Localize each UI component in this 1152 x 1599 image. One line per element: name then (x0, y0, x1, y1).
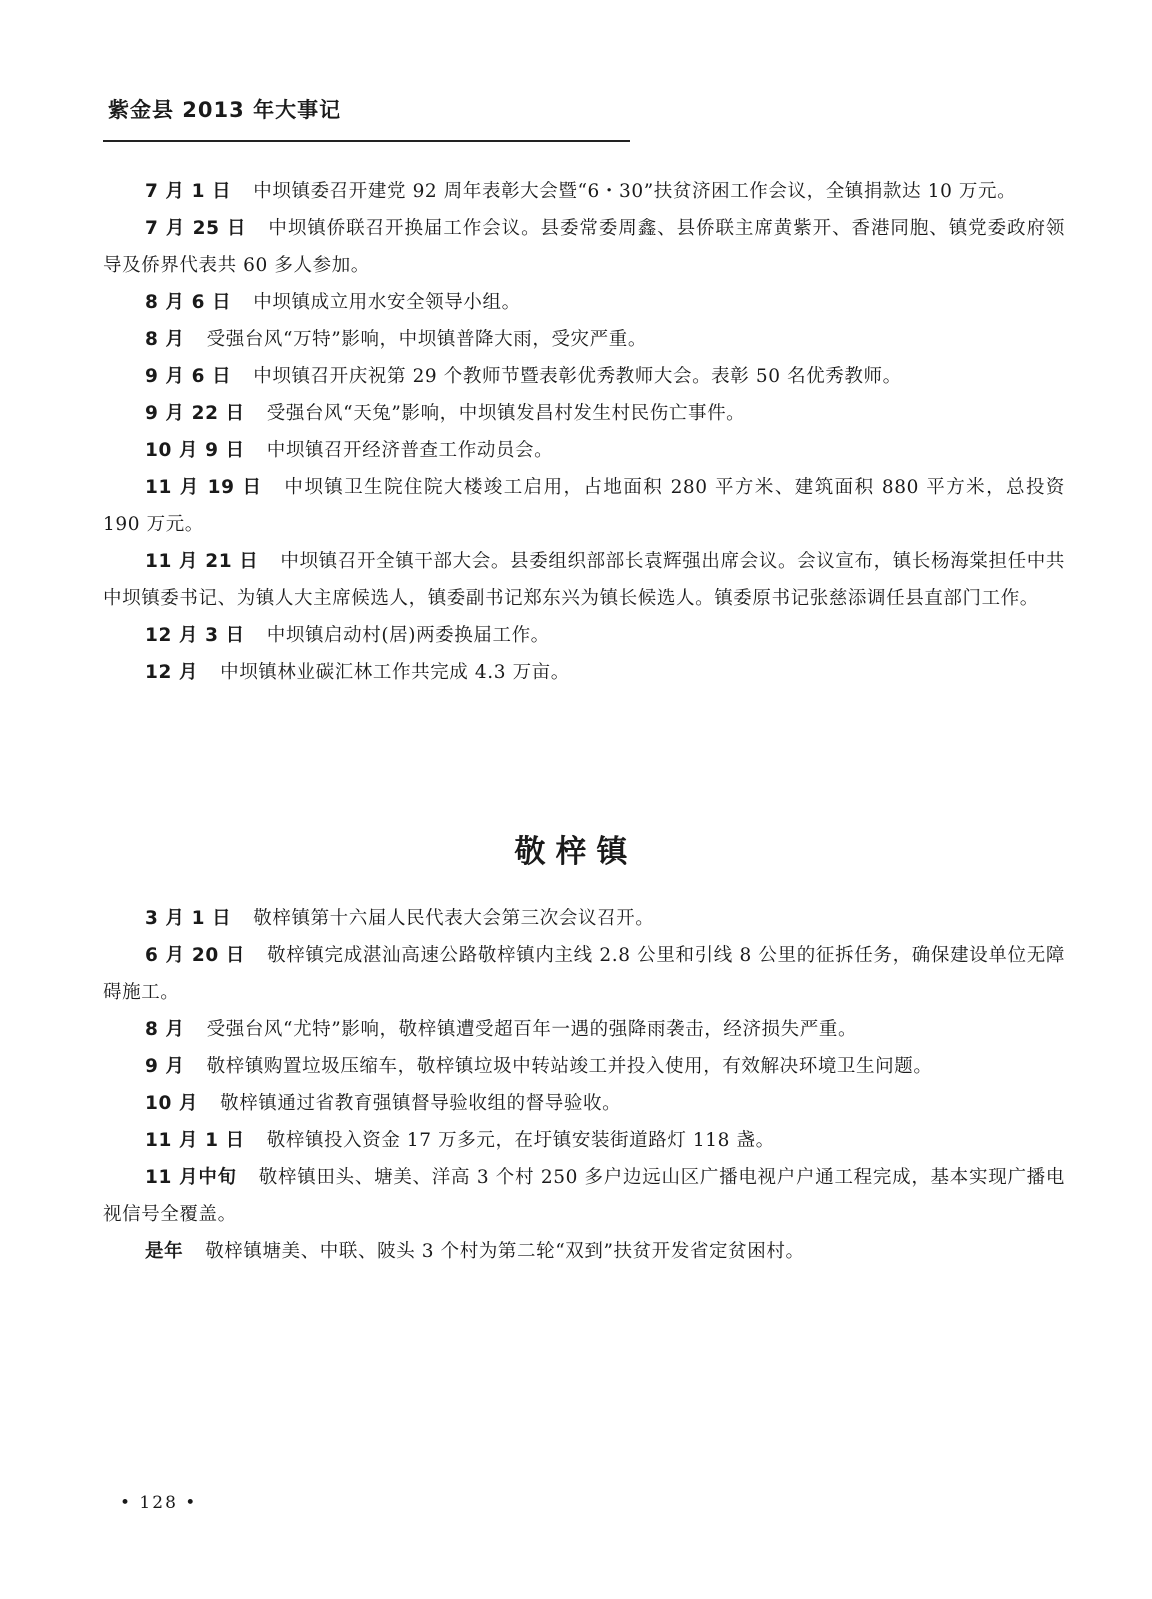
event-entry (103, 937, 1065, 1011)
event-date: 7 月 25 日 (145, 218, 247, 239)
event-entry (103, 210, 1065, 284)
event-entry (103, 1122, 1065, 1159)
page-number: • 128 • (120, 1493, 198, 1513)
event-date: 11 月 21 日 (145, 551, 259, 572)
event-entry (103, 654, 1065, 691)
event-date: 是年 (145, 1241, 184, 1262)
event-date: 9 月 22 日 (145, 403, 245, 424)
event-description: 敬梓镇完成湛汕高速公路敬梓镇内主线 2.8 公里和引线 8 公里的征拆任务，确保建设单位无障碍施工。 (103, 945, 1065, 1003)
event-date: 12 月 3 日 (145, 625, 245, 646)
event-description: 中坝镇卫生院住院大楼竣工启用，占地面积 280 平方米、建筑面积 880 平方米，总投资 190 万元。 (103, 477, 1065, 535)
event-description: 中坝镇启动村(居)两委换届工作。 (266, 625, 550, 646)
event-entry (103, 432, 1065, 469)
event-entry (103, 1048, 1065, 1085)
event-entry (103, 469, 1065, 543)
event-entry (103, 1011, 1065, 1048)
event-description: 受强台风“尤特”影响，敬梓镇遭受超百年一遇的强降雨袭击，经济损失严重。 (206, 1019, 858, 1040)
event-date: 11 月 1 日 (145, 1130, 245, 1151)
event-date: 8 月 6 日 (145, 292, 232, 313)
event-entry (103, 1159, 1065, 1233)
event-date: 3 月 1 日 (145, 908, 232, 929)
event-date: 9 月 (145, 1056, 185, 1077)
event-date: 10 月 (145, 1093, 199, 1114)
event-entry (103, 1233, 1065, 1270)
event-description: 中坝镇林业碳汇林工作共完成 4.3 万亩。 (220, 662, 570, 683)
event-date: 8 月 (145, 329, 185, 350)
event-date: 9 月 6 日 (145, 366, 232, 387)
event-entry (103, 173, 1065, 210)
event-date: 10 月 9 日 (145, 440, 245, 461)
event-description: 敬梓镇通过省教育强镇督导验收组的督导验收。 (220, 1093, 622, 1114)
event-entry (103, 543, 1065, 617)
event-entry (103, 321, 1065, 358)
event-description: 敬梓镇购置垃圾压缩车，敬梓镇垃圾中转站竣工并投入使用，有效解决环境卫生问题。 (206, 1056, 933, 1077)
event-date: 11 月 19 日 (145, 477, 263, 498)
event-entry (103, 1085, 1065, 1122)
zhongba-town-events (103, 173, 1065, 691)
event-date: 7 月 1 日 (145, 181, 232, 202)
event-entry (103, 284, 1065, 321)
event-description: 中坝镇召开经济普查工作动员会。 (266, 440, 554, 461)
event-description: 中坝镇召开全镇干部大会。县委组织部部长袁辉强出席会议。会议宣布，镇长杨海棠担任中共中坝镇委书记、为镇人大主席候选人，镇委副书记郑东兴为镇长候选人。镇委原书记张慈添调任县直部门工作。 (103, 551, 1065, 609)
event-date: 11 月中旬 (145, 1167, 237, 1188)
event-description: 敬梓镇塘美、中联、陂头 3 个村为第二轮“双到”扶贫开发省定贫困村。 (205, 1241, 805, 1262)
event-description: 中坝镇委召开建党 92 周年表彰大会暨“6・30”扶贫济困工作会议，全镇捐款达 10 万元。 (253, 181, 1017, 202)
event-entry (103, 395, 1065, 432)
header-rule (103, 140, 630, 142)
event-description: 中坝镇侨联召开换届工作会议。县委常委周鑫、县侨联主席黄紫开、香港同胞、镇党委政府领导及侨界代表共 60 多人参加。 (103, 218, 1065, 276)
event-description: 中坝镇成立用水安全领导小组。 (253, 292, 521, 313)
event-description: 敬梓镇投入资金 17 万多元，在圩镇安装街道路灯 118 盏。 (266, 1130, 775, 1151)
section-title-jingzi-town: 敬梓镇 (514, 834, 638, 870)
event-entry (103, 358, 1065, 395)
running-header-title: 紫金县 2013 年大事记 (108, 98, 342, 122)
jingzi-town-events (103, 900, 1065, 1270)
event-description: 中坝镇召开庆祝第 29 个教师节暨表彰优秀教师大会。表彰 50 名优秀教师。 (253, 366, 902, 387)
event-entry (103, 900, 1065, 937)
event-date: 6 月 20 日 (145, 945, 246, 966)
event-description: 敬梓镇田头、塘美、洋高 3 个村 250 多户边远山区广播电视户户通工程完成，基本实现广播电视信号全覆盖。 (103, 1167, 1065, 1225)
event-description: 受强台风“万特”影响，中坝镇普降大雨，受灾严重。 (206, 329, 647, 350)
event-entry (103, 617, 1065, 654)
event-date: 8 月 (145, 1019, 185, 1040)
event-description: 敬梓镇第十六届人民代表大会第三次会议召开。 (253, 908, 655, 929)
event-description: 受强台风“天兔”影响，中坝镇发昌村发生村民伤亡事件。 (266, 403, 746, 424)
event-date: 12 月 (145, 662, 199, 683)
